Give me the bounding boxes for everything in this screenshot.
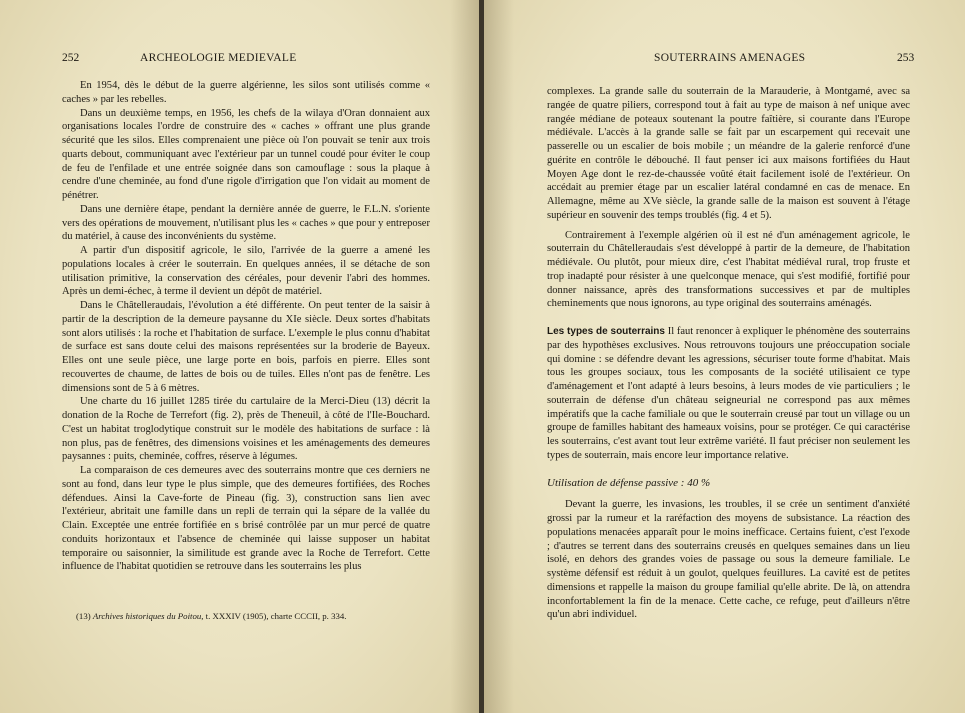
footnote-title: Archives historiques du Poitou bbox=[92, 611, 202, 621]
running-header: SOUTERRAINS AMENAGES bbox=[654, 52, 806, 64]
section-text: Il faut renoncer à expliquer le phénomène des souterrains par des hypothèses exclusives. Nous retrouvons toujours une préoccupation sociale qui domine : se défendre devant les agressions, sécuriser toute forme d'habitat. Mais tous les groupes sociaux, tous les composants de la société utilisaient ce type d'aménagement et l'ont adapté à leurs besoins, à leurs modes de vie particuliers ; le souterrain de défense d'un château seigneurial ne correspond pas aux mêmes impératifs que la cache familiale ou que le souterrain creusé par tout un village ou un groupe de familles habitant des hameaux voisins, pour se protéger. Ce qui caractérise les souterrains, c'est avant tout leur extrême variété. Il faut préciser non seulement les types de souterrain, mais encore leur importance relative. bbox=[547, 326, 910, 461]
right-body-text bbox=[547, 85, 910, 622]
paragraph: Dans une dernière étape, pendant la dernière année de guerre, le F.L.N. s'oriente vers des opérations de mouvement, n'utilisant plus les « caches » que pour y entreposer du matériel, à cause des inconvénients du système. bbox=[62, 203, 430, 243]
paragraph: Contrairement à l'exemple algérien où il est né d'un aménagement agricole, le souterrain du Châtelleraudais s'est développé à partir de la demeure, de l'habitation médiévale. Ou plutôt, pour mieux dire, c'est l'habitat médiéval rural, trop fruste et trop inadapté pour résister à une quelconque menace, qui s'est modifié, fortifié pour donner naissance, après des transformations successives et par de multiples cheminements que nous ignorons, au type original des souterrains aménagés. bbox=[547, 229, 910, 310]
right-page bbox=[484, 0, 965, 713]
paragraph: A partir d'un dispositif agricole, le silo, l'arrivée de la guerre a amené les populations locales à créer le souterrain. En quelques années, il se détache de son utilisation primitive, la conservation des céréales, pour devenir l'abri des hommes. Après un demi-échec, à terme il devient un dépôt de matériel. bbox=[62, 245, 430, 298]
footnote bbox=[76, 611, 436, 621]
paragraph: En 1954, dès le début de la guerre algérienne, les silos sont utilisés comme « caches » par les rebelles. bbox=[62, 80, 430, 105]
footnote-number: (13) bbox=[76, 611, 91, 621]
left-page bbox=[0, 0, 480, 713]
section-heading-italic: Utilisation de défense passive : 40 % bbox=[547, 476, 711, 489]
paragraph: Dans un deuxième temps, en 1956, les chefs de la wilaya d'Oran donnaient aux organisations locales l'ordre de construire des « caches » offrant une plus grande sécurité que les silos. Elles comprenaient une pièce où l'on pouvait se tenir aux trois quarts debout, communiquant avec l'extérieur par un tunnel coudé pour éviter le coup de feu de l'enfilade et une entrée soignée dans son camouflage : sous la plaque à cendre d'une cheminée, au fond d'une rigole d'irrigation que l'on vidait au moment de pénétrer. bbox=[62, 107, 430, 201]
page-number: 253 bbox=[897, 52, 915, 64]
paragraph: Devant la guerre, les invasions, les troubles, il se crée un sentiment d'anxiété grossi par la rumeur et la raréfaction des moyens de subsistance. La réaction des populations menacées apparaît pour le moins inefficace. Certains fuient, c'est l'exode ; d'autres se terrent dans des souterrains creusés en quelques semaines dans un lieu isolé, en dehors des grandes voies de passage ou sous la demeure familiale. Le système défensif est réduit à un goulot, quelques feuillures. La cavité est de petites dimensions et rappelle la maison du groupe familial qu'elle abrite. De là, on attendra inconfortablement la fin de la menace. Cette cache, ce refuge, peut d'ailleurs n'être qu'un abri individuel. bbox=[547, 499, 910, 621]
running-header: ARCHEOLOGIE MEDIEVALE bbox=[140, 52, 297, 64]
paragraph: complexes. La grande salle du souterrain de la Marauderie, à Montgamé, avec sa rangée de quatre piliers, correspond tout à fait au type de maison à nef unique avec rangée médiane de poteaux soutenant la poutre faîtière, si courante dans l'Europe médiévale. L'accès à la grande salle se fait par un escarpement qui recevait une passerelle ou un escalier de bois mobile ; un méandre de la galerie renforcé d'une guérite en contrôle le débouché. Il faut penser ici aux maisons fortifiées du Haut Moyen Age dont le rez-de-chaussée voûté était facilement isolé de l'extérieur. On accédait au premier étage par un escalier latéral condamné en cas de menace. En Allemagne, même au XVe siècle, la grande salle de la maison est souvent à l'étage supérieur en souvenir des temps troublés (fig. 4 et 5). bbox=[547, 86, 910, 221]
paragraph: Une charte du 16 juillet 1285 tirée du cartulaire de la Merci-Dieu (13) décrit la donation de la Roche de Terrefort (fig. 2), près de Theneuil, à côté de l'Ile-Bouchard. C'est un habitat troglodytique construit sur le modèle des habitations de surface : là non plus, pas de fenêtres, des dimensions voisines et les aménagements des demeures paysannes : puits, cheminée, coffres, réserve à légumes. bbox=[62, 396, 430, 463]
section-heading: Les types de souterrains bbox=[547, 326, 665, 337]
page-number: 252 bbox=[62, 52, 80, 64]
footnote-reference: , t. XXXIV (1905), charte CCCII, p. 334. bbox=[201, 611, 347, 621]
left-body-text bbox=[62, 79, 430, 574]
paragraph: La comparaison de ces demeures avec des souterrains montre que ces derniers ne sont au fond, dans leur type le plus simple, que des demeures fortifiées, des Roches défendues. Ainsi la Cave-forte de Pineau (fig. 3), construction sans lien avec l'extérieur, abritait une famille dans un repli de terrain qui la sépare de la vallée du Clain. Exceptée une entrée fortifiée en s brisé contrôlée par un mur percé de quatre conduits horizontaux et l'absence de cheminée qui laisse supposer un habitat temporaire ou saisonnier, la similitude est grande avec la Roche de Terrefort. Cette influence de l'habitat quotidien se retrouve dans les souterrains les plus bbox=[62, 465, 430, 573]
section-types bbox=[547, 325, 910, 463]
paragraph: Dans le Châtelleraudais, l'évolution a été différente. On peut tenter de la saisir à partir de la description de la demeure paysanne du XIe siècle. Deux sortes d'habitats sont alors utilisés : la roche et l'habitation de surface. L'exemple le plus connu d'habitat de surface est sans doute celui des maisons représentées sur la broderie de Bayeux. Elles ont une seule pièce, une large porte en bois, parfois en pierre. Elles sont recouvertes de chaume, de lattes de bois ou de tuiles. Elles n'ont pas de fenêtre. Les dimensions sont de 5 à 6 mètres. bbox=[62, 300, 430, 394]
